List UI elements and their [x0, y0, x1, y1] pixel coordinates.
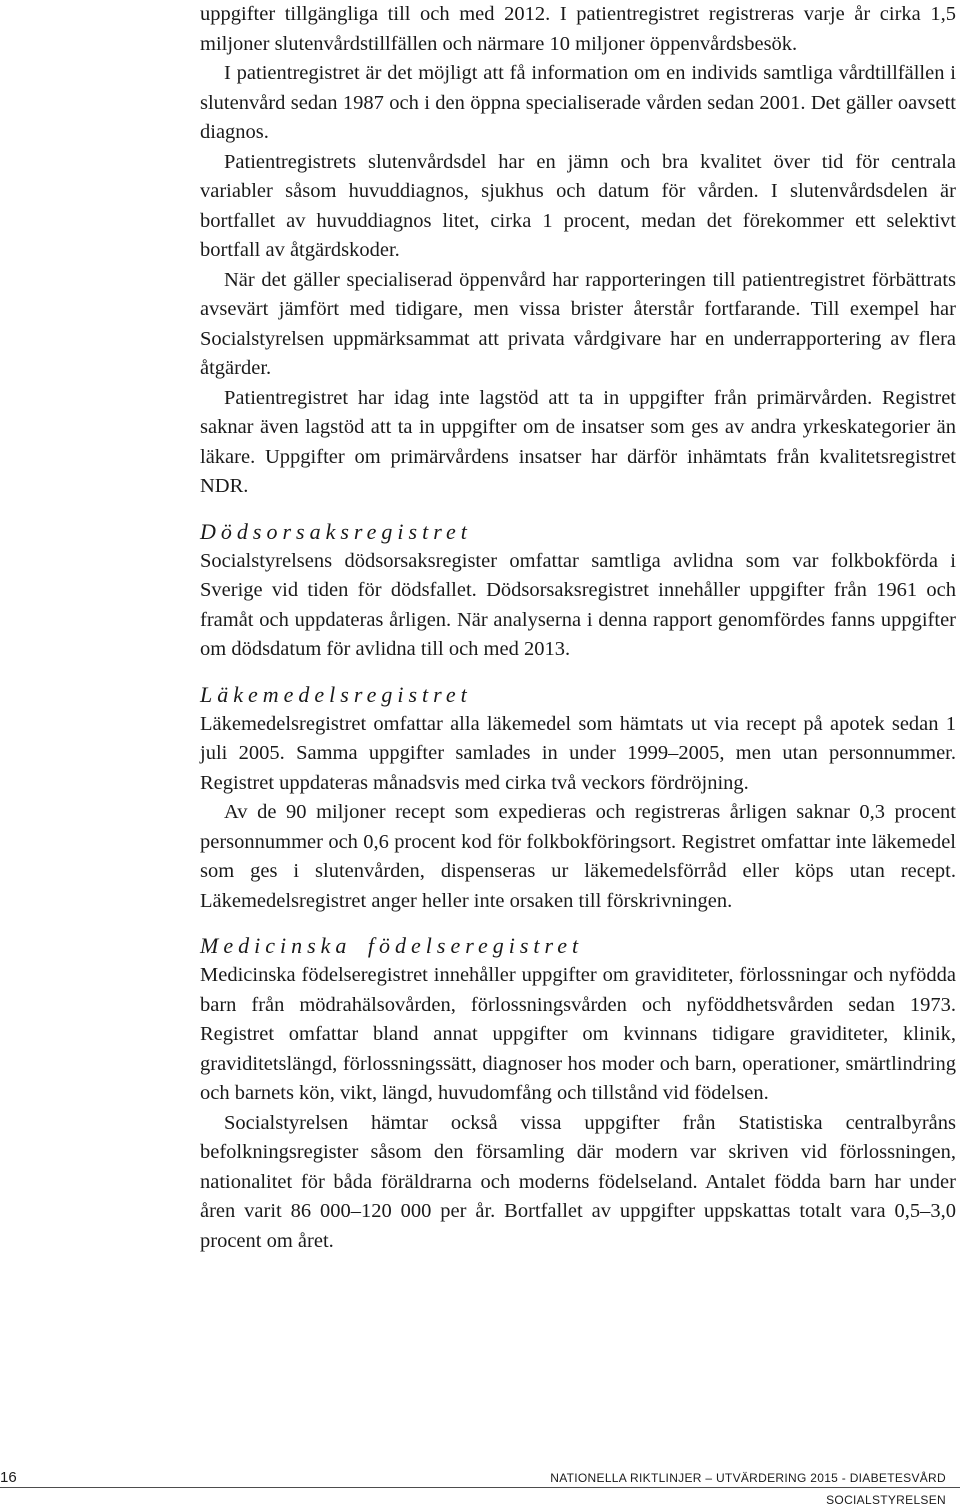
section-heading-lakemedelsregistret: Läkemedelsregistret — [200, 681, 472, 707]
paragraph: När det gäller specialiserad öppenvård har rapporteringen till patientregistret förbättrats avsevärt jämfört med tidigare, men vissa brister återstår fortfarande. Till exempel har Socialstyrelsen uppmärksammat att privata vårdgivare har en underrapportering av flera åtgärder. — [200, 268, 956, 379]
section-heading-dodsorsaksregistret: Dödsorsaksregistret — [200, 518, 472, 544]
section-heading-medicinska-fodelseregistret: Medicinska födelseregistret — [200, 933, 584, 958]
paragraph: I patientregistret är det möjligt att få information om en individs samtliga vårdtillfällen i slutenvård sedan 1987 och i den öppna specialiserade vården sedan 2001. Det gäller oavsett diagnos. — [200, 62, 956, 143]
paragraph: Patientregistret har idag inte lagstöd att ta in uppgifter från primärvården. Registret saknar även lagstöd att ta in uppgifter om de insatser som ges av andra yrkeskategorier än läkare. Uppgifter om primärvårdens insatser har därför inhämtats från kvalitetsregistret NDR. — [200, 386, 956, 497]
footer-organization: SOCIALSTYRELSEN — [826, 1493, 946, 1507]
page-body — [200, 0, 956, 1256]
paragraph: Socialstyrelsens dödsorsaksregister omfattar samtliga avlidna som var folkbokförda i Sverige vid tiden för dödsfallet. Dödsorsaksregistret innehåller uppgifter från 1961 och framåt och uppdateras årligen. När analyserna i denna rapport genomfördes fanns uppgifter om dödsdatum för avlidna till och med 2013. — [200, 549, 956, 660]
paragraph: Av de 90 miljoner recept som expedieras och registreras årligen saknar 0,3 procent personnummer och 0,6 procent kod för folkbokföringsort. Registret omfattar inte läkemedel som ges i slutenvården, dispenseras ur läkemedelsförråd eller köps utan recept. Läkemedelsregistret anger heller inte orsaken till förskrivningen. — [200, 801, 956, 912]
paragraph: Patientregistrets slutenvårdsdel har en jämn och bra kvalitet över tid för centrala variabler såsom huvuddiagnos, sjukhus och datum för vården. I slutenvårdsdelen är bortfallet av huvuddiagnos litet, cirka 1 procent, medan det förekommer ett selektivt bortfall av åtgärdskoder. — [200, 150, 956, 261]
paragraph: uppgifter tillgängliga till och med 2012. I patientregistret registreras varje år cirka 1,5 miljoner slutenvårdstillfällen och närmare 10 miljoner öppenvårdsbesök. — [200, 3, 956, 55]
page-number: 16 — [0, 1469, 17, 1486]
paragraph: Medicinska födelseregistret innehåller uppgifter om graviditeter, förlossningar och nyfödda barn från mödrahälsovården, förlossningsvården och nyföddhetsvården sedan 1973. Registret omfattar bland annat uppgifter om kvinnans tidigare graviditeter, klinik, graviditetslängd, förlossningssätt, diagnoser hos moder och barn, operationer, smärtlindring och barnets kön, vikt, längd, huvudomfång och tillstånd vid födelsen. — [200, 964, 956, 1104]
paragraph: Läkemedelsregistret omfattar alla läkemedel som hämtats ut via recept på apotek sedan 1 juli 2005. Samma uppgifter samlades in under 1999–2005, men utan personnummer. Registret uppdateras månadsvis med cirka två veckors fördröjning. — [200, 712, 956, 794]
footer-report-title: NATIONELLA RIKTLINJER – UTVÄRDERING 2015 - DIABETESVÅRD — [550, 1471, 946, 1485]
footer-divider — [0, 1487, 960, 1488]
paragraph: Socialstyrelsen hämtar också vissa uppgifter från Statistiska centralbyråns befolkningsregister såsom den församling där modern var skriven vid förlossningen, nationalitet för båda föräldrarna och moderns födelseland. Antalet födda barn har under åren varit 86 000–120 000 per år. Bortfallet av uppgifter uppskattas totalt vara 0,5–3,0 procent om året. — [200, 1111, 956, 1252]
